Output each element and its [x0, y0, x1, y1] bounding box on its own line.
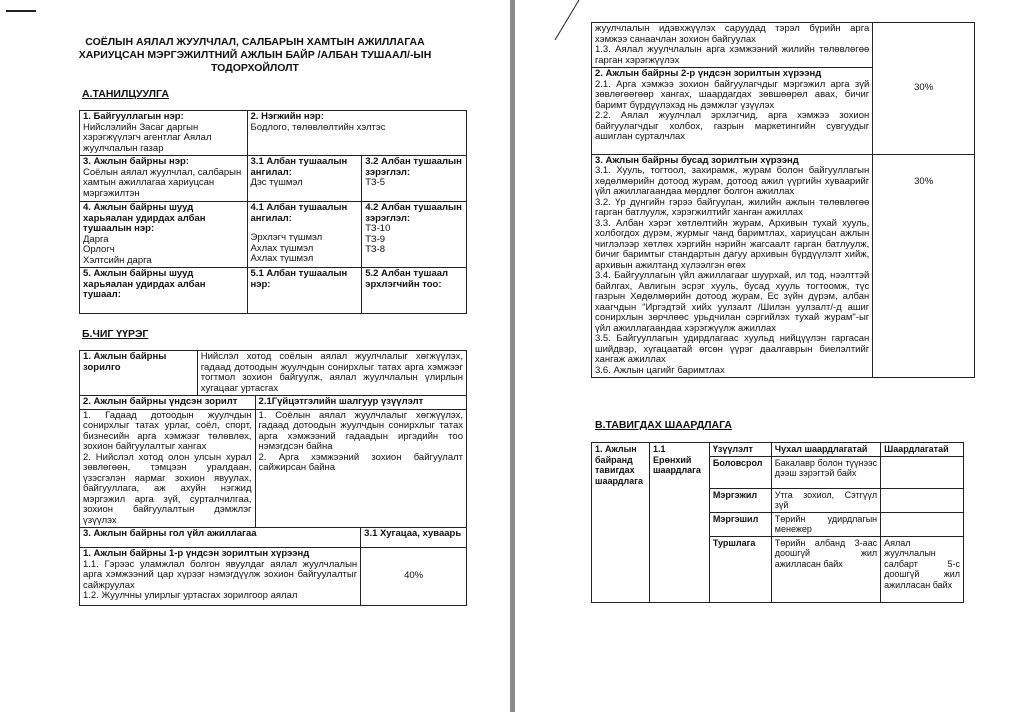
- row-needed: Аялал жуулчлалын салбарт 5-с доошгүй жил ажилласан байх: [881, 536, 964, 602]
- purpose-label: 2. Ажлын байрны үндсэн зорилт: [80, 396, 256, 410]
- position-class-cell: [247, 156, 362, 202]
- goal2-label: 2. Ажлын байрны 2-р үндсэн зорилтын хүрээнд: [595, 68, 822, 79]
- section-v-heading: В.ТАВИГДАХ ШААРДЛАГА: [595, 419, 733, 431]
- row-required: Утга зохиол, Сэтгүүл зүй: [771, 488, 880, 512]
- goal-label: 1. Ажлын байрны зорилго: [80, 351, 198, 396]
- left-page: [0, 0, 510, 712]
- goal2-percent: 30%: [873, 23, 975, 155]
- position-name-label: 3. Ажлын байрны нэр:: [83, 156, 189, 167]
- purpose-text: 1. Гадаад дотоодын жуулчдын сонирхлыг татах урлаг, соёл, спорт, бизнесийн арга хэмжээг төлөвлөх, зохион байгуулалтыг хангах 2. Нийслэл хотод олон улсын хурал зөвлөгөөн, тэмцээн уралдаан, үзэсгэлэн яармаг зохион явуулах, байгууллага, аж ахуйн нэгжид мэргэжил арга зүй, сурталчилгаа, зохион байгуулалтын дэмжлэг үзүүлэх: [80, 409, 256, 528]
- position-grade-cell: [362, 156, 467, 202]
- row-name: Мэргэжил: [709, 488, 771, 512]
- row-needed: [881, 456, 964, 488]
- subordinate-name-cell: [247, 268, 362, 314]
- page-corner-mark: [541, 0, 581, 40]
- subordinate-cell: [80, 268, 248, 314]
- row-required: Бакалавр болон түүнээс дээш зэрэгтэй байх: [771, 456, 880, 488]
- org-name-label: 1. Байгууллагын нэр:: [83, 111, 184, 122]
- goal1-cell: [80, 548, 361, 606]
- supervisor-values: Дарга Орлогч Хэлтсийн дарга: [83, 233, 152, 266]
- subordinate-label: 5. Ажлын байрны шууд харьяалан удирдах албан тушаал:: [83, 268, 206, 300]
- other-goals-cell: [592, 154, 873, 378]
- supervisor-label: 4. Ажлын байрны шууд харьяалан удирдах албан тушаалын нэр:: [83, 202, 206, 234]
- goal1-label: 1. Ажлын байрны 1-р үндсэн зорилтын хүрээнд: [83, 548, 310, 559]
- other-goals-text: 3.1. Хууль, тогтоол, захирамж, журам болон байгууллагын хөдөлмөрийн дотоод журам, дотоод ажил үүргийн хуваарийг үйл ажиллагаандаа мөрдлөг болгон ажиллах 3.2. Үр дүнгийн гэрээ байгуулан, жилийн ажлын төлөвлөгөө гарган батлуулж, хэрэгжилтийг ханган ажиллах 3.3. Албан хэрэг хөтлөлтийн журам, Архивын тухай хууль, холбогдох дүрэм, журмыг чанд баримтлах, хариуцсан ажлын чиглэлээр хөтлөх хэргийн нэрийн жагсаалт гарган батлуулж, бичиг баримтыг стандартын дагуу архивын бүрдүүлэлт хийж, архивын ажилтанд хүлээлгэн өгөх 3.4. Байгууллагын үйл ажиллагааг шуурхай, ил тод, нээлттэй байлгах, Авлигын эсрэг хууль, бусад хууль тогтоомж, түс газрын Хөдөлмөрийн дотоод журам, Ес зүйн дүрэм, албан хаагчдын "Иргэдтэй хийх уулзалт /Шилэн уулзалт/-д ашиг сонирхлын зөрчлөөс урьдчилан сэргийлэх тухай журам"-ыг үйл ажиллагаандаа хэрэгжүүлж ажиллах 3.5. Байгууллагын удирдлагаас хуульд нийцүүлэн гаргасан шийдвэр, хугацаатай өгсөн үүрэг даалгаврын биелэлтийг хангаж ажиллах 3.6. Ажлын цагийг баримтлах: [595, 165, 870, 376]
- function-label: 3. Ажлын байрны гол үйл ажиллагаа: [80, 528, 361, 548]
- supervisor-class-label: 4.1 Албан тушаалын ангилал:: [250, 202, 348, 224]
- row-name: Боловсрол: [709, 456, 771, 488]
- org-name-value: Нийслэлийн Засаг даргын хэрэгжүүлэгч агентлаг Аялал жуулчлалын газар: [83, 121, 212, 154]
- unit-name-value: Бодлого, төлөвлөлтийн хэлтэс: [250, 121, 386, 133]
- position-class-value: Дэс түшмэл: [250, 177, 303, 188]
- supervisor-cell: [80, 202, 248, 268]
- supervisor-grade-label: 4.2 Албан тушаалын зэрэглэл:: [365, 202, 462, 224]
- row-required: Төрийн албанд 3-аас доошгүй жил ажилласан байх: [771, 536, 880, 602]
- time-label: 3.1 Хугацаа, хуваарь: [361, 528, 467, 548]
- intro-table: [79, 110, 467, 314]
- section-a-heading: А.ТАНИЛЦУУЛГА: [82, 88, 169, 100]
- goal1-percent: 40%: [361, 548, 467, 606]
- unit-name-label: 2. Нэгжийн нэр:: [250, 111, 324, 122]
- subordinate-name-label: 5.1 Албан тушаалын нэр:: [250, 268, 348, 290]
- indicator-label: 2.1Гүйцэтгэлийн шалгуур үзүүлэлт: [255, 396, 466, 410]
- functions-continued-table: [591, 22, 975, 378]
- position-name-value: Соёлын аялал жуулчлал, салбарын хамтын ажиллагаа хариуцсан мэргэжилтэн: [83, 166, 242, 199]
- position-grade-value: ТЗ-5: [365, 177, 386, 188]
- right-page: [515, 0, 1024, 712]
- duties-table: [79, 350, 467, 606]
- indicator-text: 1. Соёлын аялал жуулчлалыг хөгжүүлэх, гадаад дотоодын жуулчдын сонирхлыг татах арга хэмжээний гадаадын иргэдийн тоо нэмэгдсэн байна 2. Арга хэмжээний зохион байгуулалт сайжирсан байна: [255, 409, 466, 528]
- indicator-header: Үзүүлэлт: [709, 443, 771, 457]
- section-b-heading: Б.ЧИГ ҮҮРЭГ: [82, 328, 149, 340]
- unit-name-cell: [247, 111, 466, 156]
- goal2-text: 2.1. Арга хэмжээ зохион байгуулагчдыг мэргэжил арга зүй зөвлөгөөгөөр хангах, шаардагдах зөвшөөрөл авах, бичиг баримт бүрдүүлэхэд нь дэмжлэг үзүүлэх 2.2. Аялал жуулчлал эрхлэгчид, арга хэмжээ зохион байгуулагчдыг холбох, газрын маркетингийн сувгуудыг ашиглан сурталчлах: [595, 78, 870, 142]
- position-name-cell: [80, 156, 248, 202]
- document-title: СОЁЛЫН АЯЛАЛ ЖУУЛЧЛАЛ, САЛБАРЫН ХАМТЫН АЖИЛЛАГАА ХАРИУЦСАН МЭРГЭЖИЛТНИЙ АЖЛЫН БАЙР /АЛБАН ТУШААЛ/-ЫН ТОДОРХОЙЛОЛТ: [78, 36, 432, 74]
- row-name: Мэргэшил: [709, 512, 771, 536]
- position-class-label: 3.1 Албан тушаалын ангилал:: [250, 156, 348, 178]
- org-name-cell: [80, 111, 248, 156]
- goal2-cell: [592, 68, 873, 155]
- position-grade-label: 3.2 Албан тушаалын зэрэглэл:: [365, 156, 462, 178]
- goal-text: Нийслэл хотод соёлын аялал жуулчлалыг хөгжүүлэх, гадаад дотоодын жуулчдын сонирхлыг татах арга хэмжээг тогтмол зохион байгуулж, аялал жуулчлалын үлирлын хугацааг уртасгах: [197, 351, 466, 396]
- page-mark: [6, 10, 36, 12]
- subordinate-count-label: 5.2 Албан тушаал эрхлэгчийн тоо:: [365, 268, 449, 290]
- requirements-table: [591, 442, 964, 603]
- supervisor-class-cell: [247, 202, 362, 268]
- subordinate-count-cell: [362, 268, 467, 314]
- supervisor-class-values: Эрхлэгч түшмэл Ахлах түшмэл Ахлах түшмэл: [250, 232, 323, 264]
- goal1-text: 1.1. Гэрээс уламжлал болгон явуулдаг аялал жуулчлалын арга хэмжээний цар хүрээг нэмэгдүүлж зохион байгуулалтыг сайжруулах 1.2. Жуулчны улирлыг уртасгах зорилгоор аялал: [83, 558, 358, 601]
- row-name: Туршлага: [709, 536, 771, 602]
- supervisor-grade-cell: [362, 202, 467, 268]
- other-goals-percent: 30%: [873, 154, 975, 378]
- row-required: Төрийн удирдлагын менежер: [771, 512, 880, 536]
- supervisor-grade-values: ТЗ-10 ТЗ-9 ТЗ-8: [365, 223, 391, 255]
- goal1-continued-text: жуулчлалын идэвхжүүлэх саруудад тэрэл бүрийн арга хэмжээ санаачлан зохион байгуулах 1.3. Аялал жуулчлалын арга хэмжээний жилийн төлөвлөгөө гарган хэрэгжүүлэх: [592, 23, 873, 68]
- row-needed: [881, 512, 964, 536]
- other-goals-label: 3. Ажлын байрны бусад зорилтын хүрээнд: [595, 154, 799, 166]
- needed-header: Шаардлагатай: [881, 443, 964, 457]
- general-requirements-label: 1.1 Ерөнхий шаардлага: [649, 443, 709, 603]
- required-header: Чухал шаардлагатай: [771, 443, 880, 457]
- row-needed: [881, 488, 964, 512]
- requirements-label: 1. Ажлын байранд тавигдах шаардлага: [592, 443, 650, 603]
